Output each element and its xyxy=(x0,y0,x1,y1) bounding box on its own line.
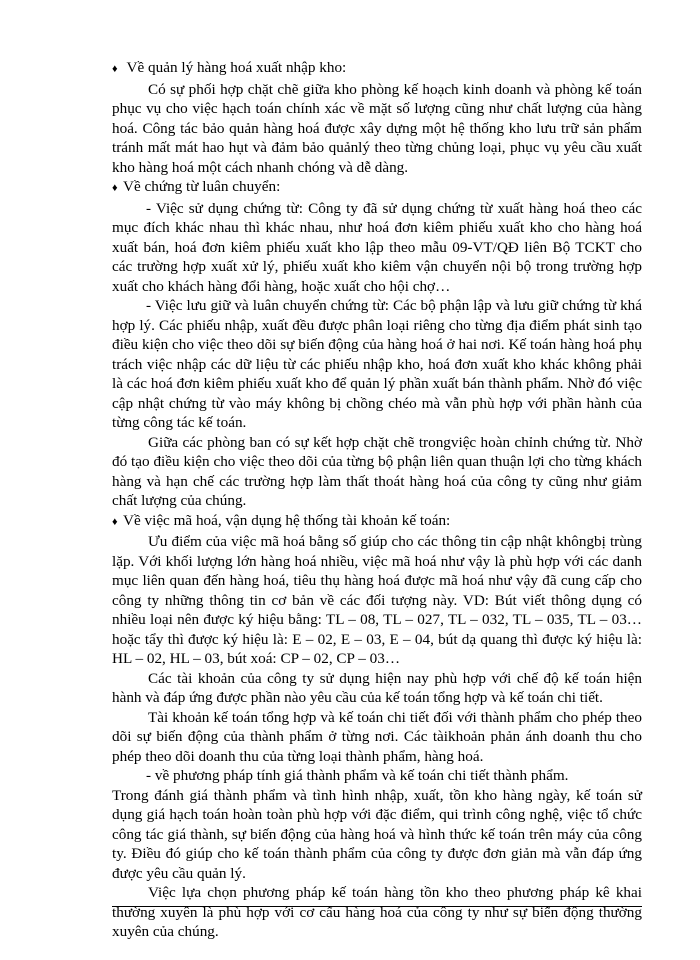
section-heading-document-circulation xyxy=(112,177,642,199)
paragraph: - Việc lưu giữ và luân chuyển chứng từ: Các bộ phận lập và lưu giữ chứng từ khá hợp lý. Các phiếu nhập, xuất đều được phân loại riêng cho từng địa điểm phát sinh tạo điều kiện cho việc theo dõi sự biến động của hàng hoá ở hai nơi. Kế toán hàng hoá phụ trách việc nhập các dữ liệu từ các phiếu nhập kho, hoá đơn xuất kho khác không phải là các hoá đơn kiêm phiếu xuất kho để quản lý phần xuất bán thành phẩm. Nhờ đó việc cập nhật chứng từ vào máy không bị chồng chéo mà vẫn phù hợp với phần hành của từng công tác kế toán. xyxy=(112,297,642,431)
page-bottom-rule xyxy=(112,906,642,907)
diamond-bullet-icon: ♦ xyxy=(112,63,118,75)
document-page xyxy=(112,58,642,942)
paragraph: Các tài khoản của công ty sử dụng hiện nay phù hợp với chế độ kế toán hiện hành và đáp ứng được phần nào yêu cầu của kế toán tổng hợp và kế toán chi tiết. xyxy=(112,669,642,706)
paragraph: Có sự phối hợp chặt chẽ giữa kho phòng kế hoạch kinh doanh và phòng kế toán phục vụ cho việc hạch toán chính xác về mặt số lượng cũng như chất lượng của hàng hoá. Công tác bảo quản hàng hoá được xây dựng một hệ thống kho lưu trữ sản phẩm tránh mất mát hao hụt và đảm bảo quảnlý theo từng chủng loại, phục vụ yêu cầu xuất kho hàng hoá một cách nhanh chóng và dễ dàng. xyxy=(112,80,642,176)
diamond-bullet-icon: ♦ xyxy=(112,515,118,528)
section-heading-account-coding xyxy=(112,511,642,533)
heading-text: Về chứng từ luân chuyển: xyxy=(123,178,281,195)
paragraph: Ưu điểm của việc mã hoá bằng số giúp cho các thông tin cập nhật khôngbị trùng lặp. Với khối lượng lớn hàng hoá nhiều, việc mã hoá như vậy là phù hợp với các danh mục liên quan đến hàng hoá, tiêu thụ hàng hoá được mã hoá như vậy đã cung cấp cho công ty những thông tin cơ bản về các đối tượng này. VD: Bút viết thông dụng có nhiều loại nên được ký hiệu bằng: TL – 08, TL – 027, TL – 032, TL – 035, TL – 03… hoặc tẩy thì được ký hiệu là: E – 02, E – 03, E – 04, bút dạ quang thì được ký hiệu là: HL – 02, HL – 03, bút xoá: CP – 02, CP – 03… xyxy=(112,533,642,667)
paragraph: - Việc sử dụng chứng từ: Công ty đã sử dụng chứng từ xuất hàng hoá theo các mục đích khác nhau thì khác nhau, như hoá đơn kiêm phiếu xuất kho cho hàng hoá xuất bán, hoá đơn kiêm phiếu xuất kho lập theo mẫu 09-VT/QĐ liên Bộ TCKT cho các trường hợp xuất xử lý, phiếu xuất kho kiêm vận chuyển nội bộ trong trường hợp xuất cho khách hàng đổi hàng, hoặc xuất cho hội chợ… xyxy=(112,199,642,295)
heading-text: Về quản lý hàng hoá xuất nhập kho: xyxy=(123,59,347,76)
heading-text: Về việc mã hoá, vận dụng hệ thống tài khoản kế toán: xyxy=(123,511,451,529)
paragraph: - về phương pháp tính giá thành phẩm và kế toán chi tiết thành phẩm. xyxy=(146,767,569,784)
paragraph: Giữa các phòng ban có sự kết hợp chặt chẽ trongviệc hoàn chỉnh chứng từ. Nhờ đó tạo điều kiện cho việc theo dõi của từng bộ phận liên quan thuận lợi cho từng khách hàng và hạn chế các trường hợp làm thất thoát hàng hoá của công ty cũng như giảm chất lượng của chúng. xyxy=(112,433,642,509)
paragraph: Trong đánh giá thành phẩm và tình hình nhập, xuất, tồn kho hàng ngày, kế toán sử dụng giá hạch toán hoàn toàn phù hợp với đặc điểm, qui trình công nghệ, việc tổ chức công tác giá thành, sự biến động của hàng hoá và hình thức kế toán trên máy của công ty. Điều đó giúp cho kế toán thành phẩm của công ty được đơn giản mà vẫn đáp ứng được yêu cầu quản lý. xyxy=(112,786,642,882)
paragraph: Việc lựa chọn phương pháp kế toán hàng tồn kho theo phương pháp kê khai thường xuyên là phù hợp với cơ cấu hàng hoá của công ty như sự biến động thường xuyên của chúng. xyxy=(112,884,642,940)
section-heading-inventory-management xyxy=(112,58,642,80)
diamond-bullet-icon: ♦ xyxy=(112,182,118,194)
paragraph: Tài khoản kế toán tổng hợp và kế toán chi tiết đối với thành phẩm cho phép theo dõi sự biến động của thành phẩm ở từng nơi. Các tàikhoản phản ánh doanh thu cho phép theo dõi doanh thu của từng loại thành phẩm, hàng hoá. xyxy=(112,708,642,765)
